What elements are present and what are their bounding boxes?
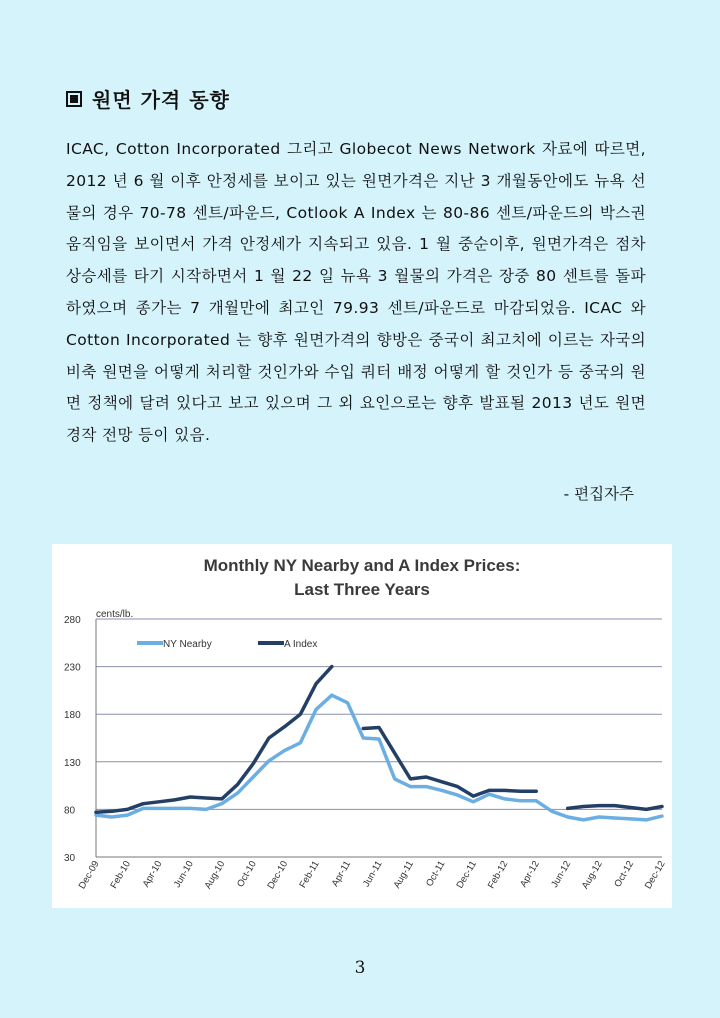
- y-tick-label: 230: [64, 662, 81, 674]
- y-tick-label: 280: [64, 615, 81, 626]
- x-tick-label: Dec-11: [454, 859, 479, 891]
- section-title-text: 원면 가격 동향: [92, 88, 230, 112]
- y-tick-label: 130: [64, 757, 81, 769]
- y-tick-label: 180: [64, 710, 81, 722]
- x-tick-label: Feb-12: [485, 859, 511, 891]
- y-tick-label: 80: [64, 805, 76, 817]
- page-number: 3: [354, 958, 366, 978]
- y-axis-unit-label: cents/lb.: [96, 609, 134, 620]
- chart-title: Monthly NY Nearby and A Index Prices:: [203, 556, 521, 575]
- filled-square-bullet-icon: [66, 91, 82, 107]
- legend-label: A Index: [284, 639, 318, 650]
- x-tick-label: Aug-12: [579, 859, 605, 892]
- x-tick-label: Dec-12: [642, 859, 668, 892]
- x-tick-label: Apr-10: [140, 859, 165, 890]
- x-tick-label: Aug-11: [391, 859, 417, 891]
- x-tick-label: Oct-11: [424, 859, 448, 889]
- x-tick-label: Jun-10: [171, 859, 196, 890]
- x-tick-label: Dec-09: [76, 859, 102, 892]
- series-line-a-index: [568, 806, 662, 810]
- x-tick-label: Jun-12: [549, 859, 574, 890]
- price-chart: [52, 544, 672, 908]
- price-chart-svg: [52, 544, 672, 908]
- section-title: [66, 84, 230, 113]
- x-tick-label: Oct-12: [612, 859, 637, 890]
- chart-subtitle: Last Three Years: [294, 580, 430, 599]
- body-paragraph: ICAC, Cotton Incorporated 그리고 Globecot News Network 자료에 따르면, 2012 년 6 월 이후 안정세를 보이고 있는 원면가격은 지난 3 개월동안에도 뉴욕 선물의 경우 70-78 센트/파운드, Cotlook A Index 는 80-86 센트/파운드의 박스권 움직임을 보이면서 가격 안정세가 지속되고 있음. 1 월 중순이후, 원면가격은 점차 상승세를 타기 시작하면서 1 월 22 일 뉴욕 3 월물의 가격은 장중 80 센트를 돌파하였으며 종가는 7 개월만에 최고인 79.93 센트/파운드로 마감되었음. ICAC 와 Cotton Incorporated 는 향후 원면가격의 향방은 중국이 최고치에 이르는 자국의 비축 원면을 어떻게 처리할 것인가와 수입 쿼터 배정 어떻게 할 것인가 등 중국의 원면 정책에 달려 있다고 보고 있으며 그 외 요인으로는 향후 발표될 2013 년도 원면경작 전망 등이 있음.: [66, 140, 646, 445]
- editor-note: - 편집자주: [563, 485, 634, 503]
- x-tick-label: Aug-10: [202, 859, 228, 892]
- x-tick-label: Dec-10: [265, 859, 291, 892]
- y-tick-label: 30: [64, 853, 76, 864]
- x-tick-label: Oct-10: [235, 859, 259, 890]
- legend-label: NY Nearby: [163, 639, 212, 650]
- x-tick-label: Jun-11: [360, 859, 385, 890]
- x-tick-label: Feb-10: [108, 859, 134, 891]
- series-line-a-index: [96, 667, 332, 813]
- x-tick-label: Feb-11: [297, 859, 322, 890]
- x-tick-label: Apr-12: [518, 859, 542, 890]
- x-tick-label: Apr-11: [329, 859, 354, 889]
